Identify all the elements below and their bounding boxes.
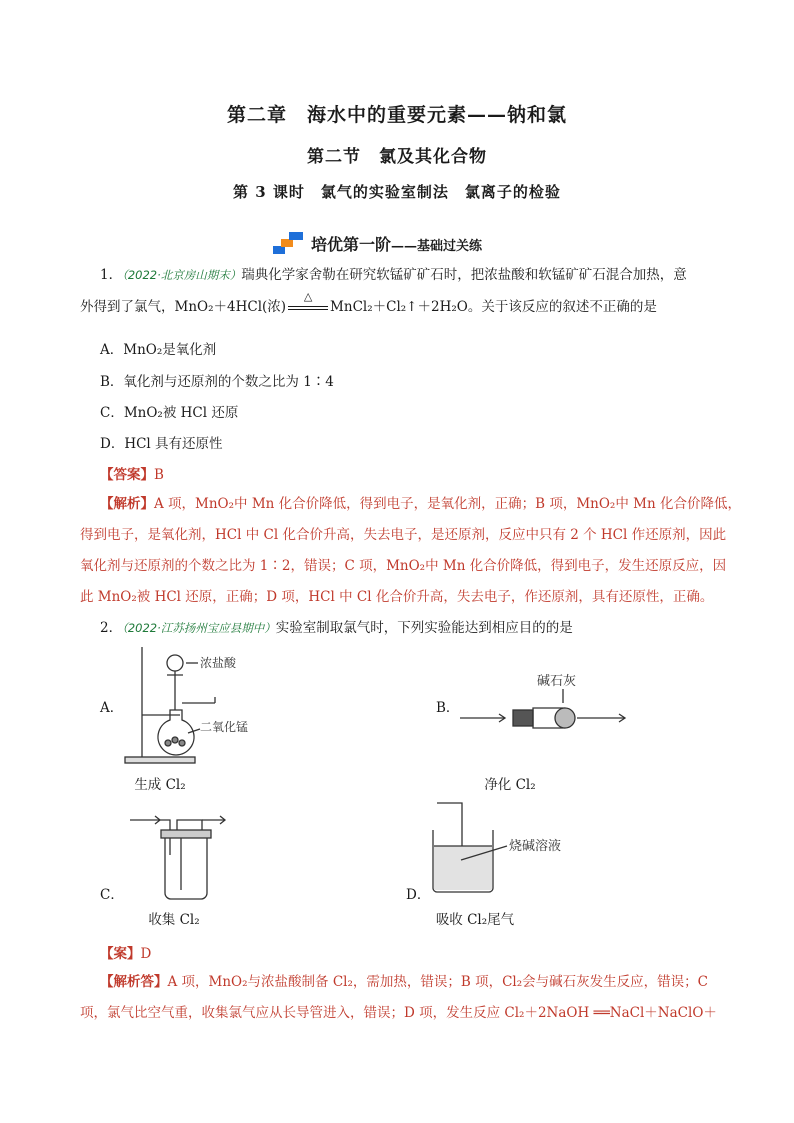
q1-option-d: D．HCl 具有还原性 — [100, 436, 223, 452]
q1-analysis-line3: 氧化剂与还原剂的个数之比为 1∶2，错误；C 项，MnO₂中 Mn 化合价降低，得到电子，发生还原反应，因 — [80, 558, 727, 574]
equation-arrow: △ — [286, 298, 330, 316]
chapter-title: 第二章 海水中的重要元素——钠和氯 — [226, 104, 567, 126]
q1-stem-line2: 外得到了氯气，MnO₂＋4HCl(浓) △ MnCl₂＋Cl₂↑＋2H₂O。关于该反应的叙述不正确的是 — [80, 290, 657, 315]
q1-option-c: C．MnO₂被 HCl 还原 — [100, 405, 239, 421]
fig-c-apparatus — [125, 805, 235, 905]
q1-stem-line1: 1．（2022·北京房山期末）瑞典化学家舍勒在研究软锰矿矿石时，把浓盐酸和软锰矿矿石混合加热，意 — [100, 267, 687, 283]
q1-answer: 【答案】B — [100, 467, 164, 483]
fig-d-letter: D． — [406, 887, 431, 903]
q1-analysis-line1: 【解析】A 项，MnO₂中 Mn 化合价降低，得到电子，是氧化剂，正确；B 项，MnO₂中 Mn 化合价降低， — [100, 496, 741, 512]
q1-option-b: B．氧化剂与还原剂的个数之比为 1∶4 — [100, 374, 334, 390]
fig-a-label-acid: 浓盐酸 — [200, 656, 237, 670]
q1-analysis-line4: 此 MnO₂被 HCl 还原，正确；D 项，HCl 中 Cl 化合价升高，失去电子，作还原剂，具有还原性，正确。 — [80, 589, 714, 605]
fig-a-caption: 生成 Cl₂ — [134, 777, 186, 793]
q2-analysis-line1: 【解析答】A 项，MnO₂与浓盐酸制备 Cl₂，需加热，错误；B 项，Cl₂会与碱石灰发生反应，错误；C — [100, 974, 708, 990]
fig-b-letter: B． — [436, 700, 460, 716]
fig-d-label: 烧碱溶液 — [509, 839, 562, 854]
fig-a-apparatus — [120, 645, 290, 770]
fig-c-caption: 收集 Cl₂ — [148, 912, 200, 928]
fig-b-apparatus — [455, 665, 635, 740]
q2-analysis-line2: 项，氯气比空气重，收集氯气应从长导管进入，错误；D 项，发生反应 Cl₂＋2NaOH ══NaCl＋NaClO＋ — [80, 1005, 717, 1021]
q2-stem: 2．（2022·江苏扬州宝应县期中）实验室制取氯气时，下列实验能达到相应目的的是 — [100, 620, 573, 636]
stairs-icon — [273, 230, 307, 256]
fig-c-letter: C． — [100, 887, 124, 903]
fig-a-letter: A． — [100, 700, 124, 716]
q1-analysis-line2: 得到电子，是氧化剂，HCl 中 Cl 化合价升高，失去电子，是还原剂，反应中只有 2 个 HCl 作还原剂，因此 — [80, 527, 727, 543]
section-title: 第二节 氯及其化合物 — [307, 147, 487, 167]
stage-title: 培优第一阶——基础过关练 — [311, 234, 483, 254]
q1-option-a: A．MnO₂是氧化剂 — [100, 342, 217, 358]
lesson-title: 第 3 课时 氯气的实验室制法 氯离子的检验 — [233, 183, 561, 201]
equation-rhs: MnCl₂＋Cl₂↑＋2H₂O — [330, 299, 468, 315]
equation-lhs: MnO₂＋4HCl(浓) — [174, 299, 287, 315]
fig-b-label: 碱石灰 — [537, 674, 577, 689]
fig-b-caption: 净化 Cl₂ — [484, 777, 536, 793]
fig-d-apparatus — [425, 798, 615, 898]
fig-a-label-mno2: 二氧化锰 — [200, 720, 249, 734]
q2-answer: 【案】D — [100, 946, 152, 962]
fig-d-caption: 吸收 Cl₂尾气 — [435, 912, 515, 928]
stage-banner — [273, 229, 482, 257]
